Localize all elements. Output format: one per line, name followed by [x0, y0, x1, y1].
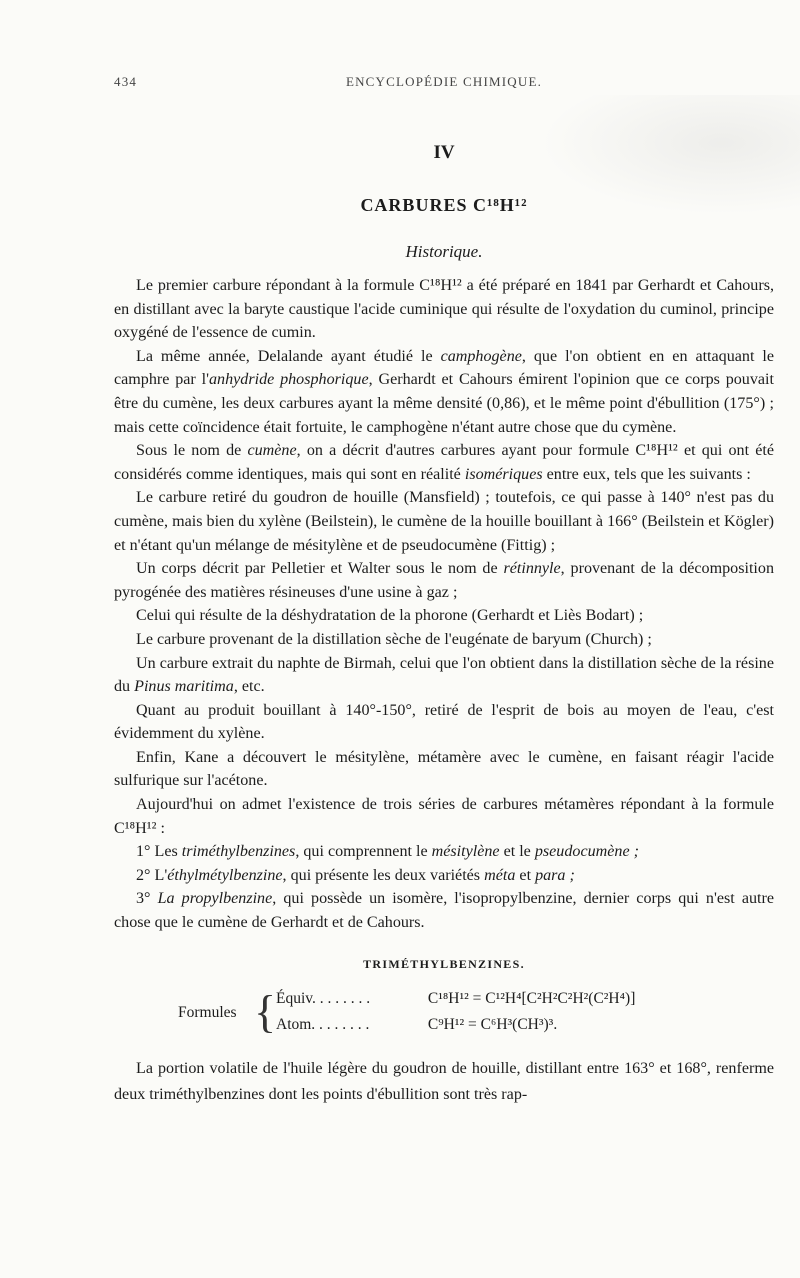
page-number: 434 [114, 74, 138, 89]
paragraph: Le carbure retiré du goudron de houille (Mansfield) ; toutefois, ce qui passe à 140° n'est pas du cumène, mais bien du xylène (Beilstein), le cumène de la houille bouillant à 166° (Beilstein et Kögler) et n'étant qu'un mélange de mésitylène et de pseudocumène (Fittig) ; [114, 489, 774, 554]
paragraph: La même année, Delalande ayant étudié le camphogène, que l'on obtient en en attaquant le camphre par l'anhydride phosphorique, Gerhardt et Cahours émirent l'opinion que ce corps pouvait être du cumène, les deux carbures ayant la même densité (0,86), et le même point d'ébullition (175°) ; mais cette coïncidence était fortuite, le camphogène n'étant autre chose que du cymène. [114, 347, 774, 436]
brace-glyph: { [254, 985, 277, 1037]
paragraph: 1° Les triméthylbenzines, qui comprennent le mésitylène et le pseudocumène ; [136, 843, 639, 861]
formula-row-equiv [276, 990, 635, 1008]
paragraph: Le premier carbure répondant à la formule C¹⁸H¹² a été préparé en 1841 par Gerhardt et Cahours, en distillant avec la baryte caustique l'acide cuminique qui résulte de l'oxydation du cuminol, principe oxygéné de l'essence de cumin. [114, 277, 774, 342]
paragraph: Enfin, Kane a découvert le mésitylène, métamère avec le cumène, en faisant réagir l'acide sulfurique sur l'acétone. [114, 748, 774, 790]
running-title: ENCYCLOPÉDIE CHIMIQUE. [345, 74, 543, 89]
formula-row-value: C⁹H¹² = C⁶H³(CH³)³. [427, 1015, 558, 1033]
section-number: IV [433, 142, 455, 163]
paragraph: Aujourd'hui on admet l'existence de trois séries de carbures métamères répondant à la formule C¹⁸H¹² : [114, 796, 774, 837]
historique-paragraphs [114, 274, 774, 935]
paragraph: Un carbure extrait du naphte de Birmah, celui que l'on obtient dans la distillation sèche de la résine du Pinus maritima, etc. [114, 654, 774, 696]
closing-paragraph: La portion volatile de l'huile légère du goudron de houille, distillant entre 163° et 168°, renferme deux triméthylbenzines dont les points d'ébullition sont très rap- [114, 1059, 774, 1103]
formula-row-value: C¹⁸H¹² = C¹²H⁴[C²H²C²H²(C²H⁴)] [427, 989, 636, 1007]
paragraph: 3° La propylbenzine, qui possède un isomère, l'isopropylbenzine, dernier corps qui n'est autre chose que le cumène de Gerhardt et de Cahours. [114, 890, 774, 932]
formula-table [114, 985, 774, 1044]
table-heading: TRIMÉTHYLBENZINES. [363, 956, 525, 971]
paragraph: Le carbure provenant de la distillation sèche de l'eugénate de baryum (Church) ; [136, 630, 652, 648]
page-body [114, 140, 774, 1108]
paragraph: Sous le nom de cumène, on a décrit d'autres carbures ayant pour formule C¹⁸H¹² et qui ont été considérés comme identiques, mais qui sont en réalité isomériques entre eux, tels que les suivants : [114, 442, 774, 483]
formula-row-name: Atom. . . . . . . . [276, 1015, 370, 1033]
paragraph: 2° L'éthylmétylbenzine, qui présente les deux variétés méta et para ; [136, 866, 575, 884]
formula-row-atom [276, 1016, 557, 1034]
paragraph: Quant au produit bouillant à 140°-150°, retiré de l'esprit de bois au moyen de l'eau, c'est évidemment du xylène. [114, 701, 774, 743]
paragraph: Un corps décrit par Pelletier et Walter sous le nom de rétinnyle, provenant de la décomposition pyrogénée des matières résineuses d'une usine à gaz ; [114, 560, 774, 601]
formula-label: Formules [178, 1003, 237, 1021]
section-title: CARBURES C¹⁸H¹² [360, 195, 528, 215]
formula-row-name: Équiv. . . . . . . . [276, 989, 371, 1007]
closing-paragraph-wrap [114, 1056, 774, 1108]
running-header [114, 74, 774, 98]
section-subtitle: Historique. [405, 242, 483, 261]
paragraph: Celui qui résulte de la déshydratation de la phorone (Gerhardt et Liès Bodart) ; [136, 607, 644, 625]
